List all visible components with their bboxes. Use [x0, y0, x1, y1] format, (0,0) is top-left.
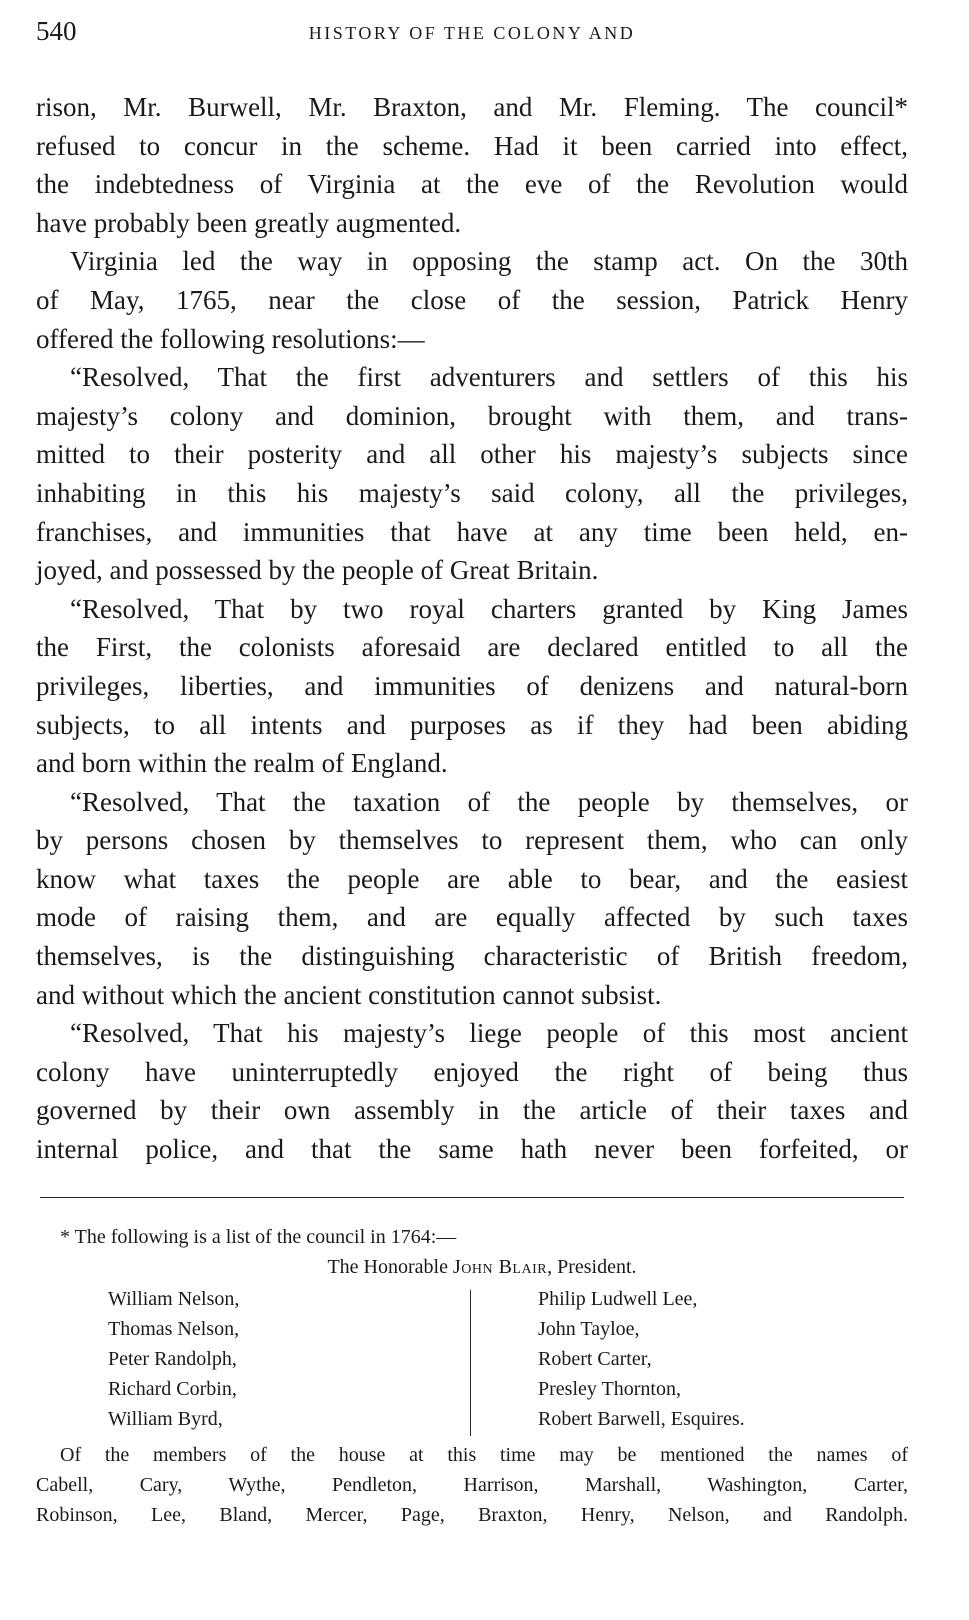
council-column-left — [108, 1284, 239, 1434]
body-line: “Resolved, That the taxation of the people by themselves, or — [70, 786, 908, 817]
president-prefix: The Honorable — [327, 1255, 453, 1278]
body-line: of May, 1765, near the close of the session, Patrick Henry — [36, 284, 908, 315]
council-member: Philip Ludwell Lee, — [538, 1287, 698, 1310]
members-line: Cabell, Cary, Wythe, Pendleton, Harrison, Marshall, Washington, Carter, — [36, 1473, 908, 1496]
body-line: know what taxes the people are able to bear, and the easiest — [36, 863, 908, 894]
running-head — [36, 14, 908, 54]
body-line: mitted to their posterity and all other his majesty’s subjects since — [36, 439, 908, 470]
members-line: Robinson, Lee, Bland, Mercer, Page, Braxton, Henry, Nelson, and Randolph. — [36, 1503, 908, 1526]
council-member: Robert Barwell, Esquires. — [538, 1407, 745, 1430]
footnote — [36, 1222, 908, 1530]
council-member: Robert Carter, — [538, 1347, 652, 1370]
council-member: Peter Randolph, — [108, 1347, 237, 1370]
body-line: franchises, and immunities that have at any time been held, en- — [36, 516, 908, 547]
house-members-note — [36, 1440, 908, 1530]
body-line: mode of raising them, and are equally affected by such taxes — [36, 902, 908, 933]
body-line: Virginia led the way in opposing the stamp act. On the 30th — [70, 246, 908, 277]
footnote-divider — [40, 1197, 904, 1198]
council-member: Presley Thornton, — [538, 1377, 681, 1400]
council-president — [56, 1252, 908, 1282]
president-suffix: , President. — [547, 1255, 637, 1278]
body-line: internal police, and that the same hath never been forfeited, or — [36, 1134, 908, 1165]
body-line: offered the following resolutions:— — [36, 323, 425, 354]
running-title: HISTORY OF THE COLONY AND — [308, 23, 636, 43]
body-line: inhabiting in this his majesty’s said colony, all the privileges, — [36, 477, 908, 508]
council-column-right — [538, 1284, 745, 1434]
body-line: governed by their own assembly in the article of their taxes and — [36, 1095, 908, 1126]
council-member: Richard Corbin, — [108, 1377, 237, 1400]
body-line: themselves, is the distinguishing characteristic of British freedom, — [36, 941, 908, 972]
body-text — [36, 88, 908, 1169]
body-line: have probably been greatly augmented. — [36, 207, 462, 238]
body-line: and without which the ancient constitution cannot subsist. — [36, 979, 662, 1010]
council-member: Thomas Nelson, — [108, 1317, 240, 1340]
body-line: majesty’s colony and dominion, brought with them, and trans- — [36, 400, 908, 431]
body-line: refused to concur in the scheme. Had it been carried into effect, — [36, 130, 908, 161]
body-line: rison, Mr. Burwell, Mr. Braxton, and Mr. Fleming. The council* — [36, 92, 908, 122]
footnote-intro: * The following is a list of the council in 1764:— — [60, 1225, 457, 1248]
members-line: Of the members of the house at this time may be mentioned the names of — [60, 1443, 908, 1466]
book-page — [36, 14, 908, 1530]
council-column-divider — [470, 1290, 471, 1436]
body-line: the indebtedness of Virginia at the eve of the Revolution would — [36, 169, 908, 200]
body-line: “Resolved, That his majesty’s liege people of this most ancient — [70, 1018, 908, 1049]
council-member: William Byrd, — [108, 1407, 223, 1430]
body-line: and born within the realm of England. — [36, 748, 448, 779]
body-line: “Resolved, That the first adventurers and settlers of this his — [70, 362, 908, 393]
body-line: by persons chosen by themselves to represent them, who can only — [36, 825, 908, 856]
body-line: the First, the colonists aforesaid are declared entitled to all the — [36, 632, 908, 663]
council-list — [36, 1284, 908, 1438]
council-member: John Tayloe, — [538, 1317, 640, 1340]
body-line: “Resolved, That by two royal charters granted by King James — [70, 593, 908, 624]
body-line: joyed, and possessed by the people of Great Britain. — [36, 555, 599, 586]
body-line: privileges, liberties, and immunities of denizens and natural-born — [36, 670, 908, 701]
page-number: 540 — [36, 16, 77, 46]
body-line: colony have uninterruptedly enjoyed the right of being thus — [36, 1056, 908, 1087]
council-member: William Nelson, — [108, 1287, 240, 1310]
president-name: John Blair — [452, 1255, 548, 1278]
body-line: subjects, to all intents and purposes as if they had been abiding — [36, 709, 908, 740]
